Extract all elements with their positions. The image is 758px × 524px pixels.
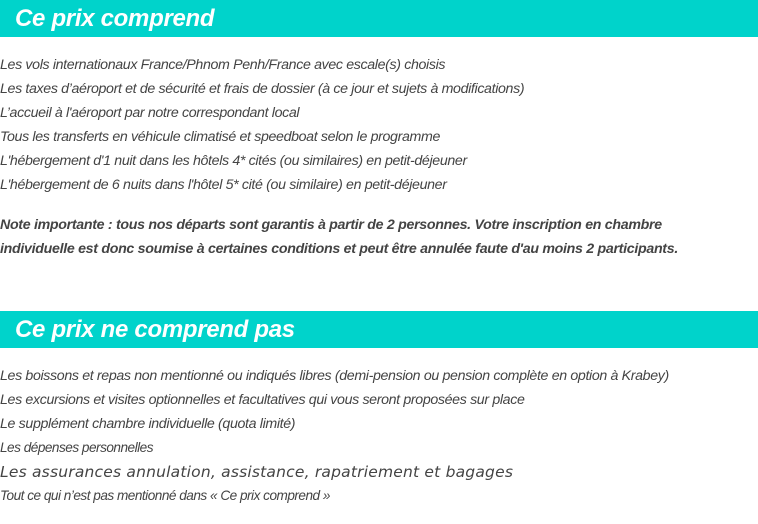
section-header-included: Ce prix comprend — [0, 0, 758, 37]
included-list — [0, 53, 524, 197]
list-item: Les boissons et repas non mentionné ou indiqués libres (demi-pension ou pension complète en option à Krabey) — [0, 368, 669, 384]
list-item: L'hébergement de 6 nuits dans l'hôtel 5* cité (ou similaire) en petit-déjeuner — [0, 177, 447, 193]
important-note — [0, 213, 758, 261]
note-line-2: individuelle est donc soumise à certaines conditions et peut être annulée faute d'au moins 2 participants. — [0, 241, 678, 257]
note-line-1: Note importante : tous nos départs sont garantis à partir de 2 personnes. Votre inscription en chambre — [0, 217, 662, 233]
list-item: Le supplément chambre individuelle (quota limité) — [0, 416, 296, 432]
list-item: Les dépenses personnelles — [0, 440, 154, 455]
list-item: L'hébergement d'1 nuit dans les hôtels 4* cités (ou similaires) en petit-déjeuner — [0, 153, 467, 169]
list-item: Les vols internationaux France/Phnom Penh/France avec escale(s) choisis — [0, 57, 446, 73]
section-header-excluded: Ce prix ne comprend pas — [0, 311, 758, 348]
list-item: Tout ce qui n’est pas mentionné dans « Ce prix comprend » — [0, 488, 330, 503]
list-item: L’accueil à l'aéroport par notre correspondant local — [0, 105, 300, 121]
list-item: Tous les transferts en véhicule climatisé et speedboat selon le programme — [0, 129, 440, 145]
list-item: Les excursions et visites optionnelles et facultatives qui vous seront proposées sur place — [0, 392, 525, 408]
list-item: Les taxes d’aéroport et de sécurité et frais de dossier (à ce jour et sujets à modifications) — [0, 81, 525, 97]
list-item: Les assurances annulation, assistance, rapatriement et bagages — [0, 463, 514, 481]
excluded-list — [0, 364, 669, 508]
